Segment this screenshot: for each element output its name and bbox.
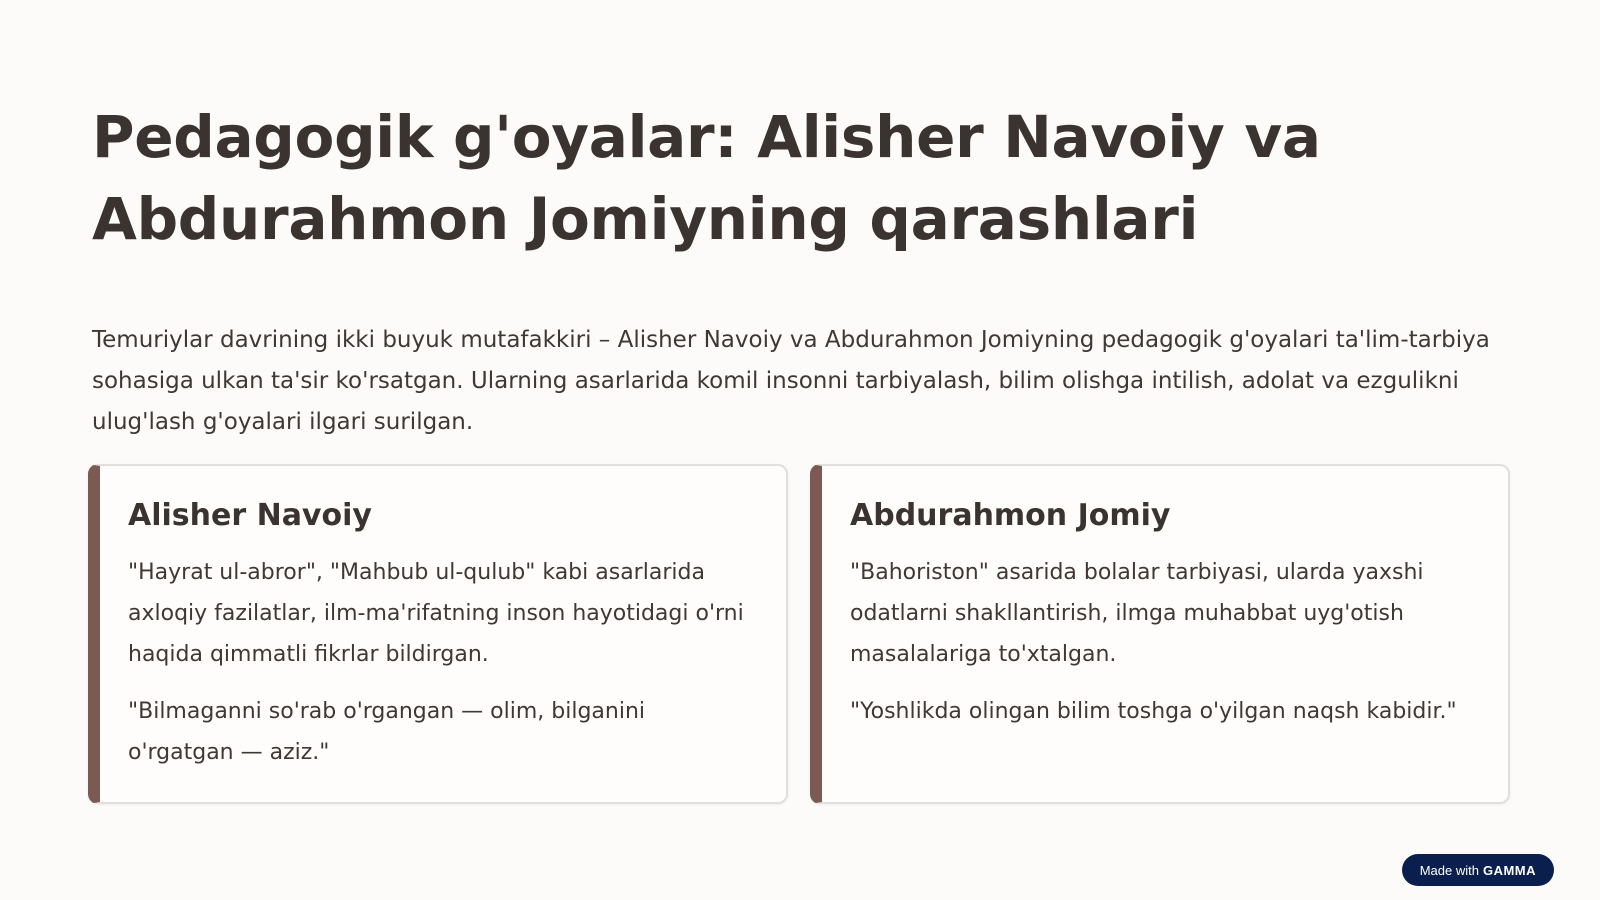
card-title: Abdurahmon Jomiy	[850, 498, 1171, 533]
intro-paragraph: Temuriylar davrining ikki buyuk mutafakkiri – Alisher Navoiy va Abdurahmon Jomiyning pedagogik g'oyalari ta'lim-tarbiya sohasiga ulkan ta'sir ko'rsatgan. Ularning asarlarida komil insonni tarbiyalash, bilim olishga intilish, adolat va ezgulikni ulug'lash g'oyalari ilgari surilgan.	[92, 327, 1490, 435]
cards-row	[88, 464, 1510, 804]
card-title: Alisher Navoiy	[128, 498, 372, 533]
gamma-logo: GAMMA	[1482, 862, 1536, 878]
card-quote: "Yoshlikda olingan bilim toshga o'yilgan naqsh kabidir."	[850, 699, 1457, 724]
made-with-gamma-badge[interactable]	[1402, 854, 1554, 886]
slide-title: Pedagogik g'oyalar: Alisher Navoiy va Abdurahmon Jomiyning qarashlari	[92, 103, 1321, 253]
card-description: "Hayrat ul-abror", "Mahbub ul-qulub" kabi asarlarida axloqiy fazilatlar, ilm-ma'rifatning inson hayotidagi o'rni haqida qimmatli fikrlar bildirgan.	[128, 560, 744, 667]
card-quote: "Bilmaganni so'rab o'rgangan — olim, bilganini o'rgatgan — aziz."	[128, 699, 646, 765]
slide-content	[92, 96, 1512, 443]
card-description: "Bahoriston" asarida bolalar tarbiyasi, ularda yaxshi odatlarni shakllantirish, ilmga muhabbat uyg'otish masalalariga to'xtalgan.	[850, 560, 1424, 667]
badge-prefix: Made with	[1419, 862, 1479, 878]
card-jomiy	[810, 464, 1510, 804]
card-navoiy	[88, 464, 788, 804]
